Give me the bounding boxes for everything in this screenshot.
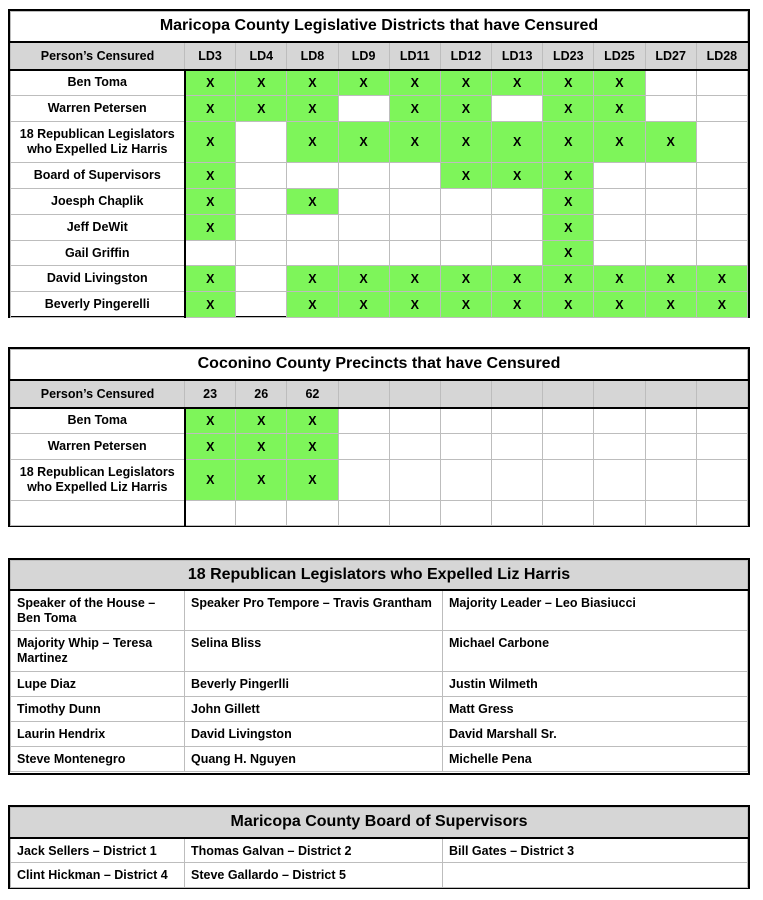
empty-cell bbox=[594, 163, 645, 189]
list-row bbox=[11, 672, 748, 697]
empty-cell bbox=[236, 501, 287, 526]
censure-mark: X bbox=[287, 292, 338, 318]
empty-cell bbox=[440, 189, 491, 215]
table-row bbox=[11, 434, 748, 460]
column-header: LD12 bbox=[440, 42, 491, 70]
censure-mark: X bbox=[287, 460, 338, 501]
empty-cell bbox=[389, 501, 440, 526]
empty-cell bbox=[389, 241, 440, 266]
empty-cell bbox=[287, 163, 338, 189]
censure-mark: X bbox=[389, 292, 440, 318]
empty-cell bbox=[645, 434, 696, 460]
member-name: Majority Leader – Leo Biasiucci bbox=[443, 590, 748, 631]
person-name: Ben Toma bbox=[11, 408, 185, 434]
column-header: 26 bbox=[236, 380, 287, 408]
list-row bbox=[11, 697, 748, 722]
censure-mark: X bbox=[389, 96, 440, 122]
censure-mark: X bbox=[185, 434, 236, 460]
table-row bbox=[11, 241, 748, 266]
empty-cell bbox=[645, 70, 696, 96]
empty-cell bbox=[440, 215, 491, 241]
censure-mark: X bbox=[287, 408, 338, 434]
empty-cell bbox=[338, 96, 389, 122]
table-row bbox=[11, 460, 748, 501]
empty-cell bbox=[645, 408, 696, 434]
member-name: Laurin Hendrix bbox=[11, 722, 185, 747]
person-name: Beverly Pingerelli bbox=[11, 292, 185, 318]
empty-cell bbox=[594, 434, 645, 460]
empty-cell bbox=[236, 241, 287, 266]
censure-mark: X bbox=[236, 460, 287, 501]
column-header-persons: Person’s Censured bbox=[11, 380, 185, 408]
list-row bbox=[11, 590, 748, 631]
column-header: 23 bbox=[185, 380, 236, 408]
censure-mark: X bbox=[185, 96, 236, 122]
supervisors-table bbox=[8, 805, 750, 889]
censure-mark: X bbox=[440, 122, 491, 163]
censure-mark: X bbox=[185, 215, 236, 241]
censure-mark: X bbox=[185, 122, 236, 163]
censure-mark: X bbox=[440, 292, 491, 318]
censure-mark: X bbox=[492, 266, 543, 292]
censure-mark: X bbox=[594, 266, 645, 292]
empty-cell bbox=[236, 122, 287, 163]
empty-cell bbox=[440, 408, 491, 434]
empty-cell bbox=[492, 189, 543, 215]
censure-mark: X bbox=[287, 266, 338, 292]
empty-cell bbox=[185, 501, 236, 526]
empty-cell bbox=[645, 460, 696, 501]
column-header bbox=[338, 380, 389, 408]
member-name: David Livingston bbox=[185, 722, 443, 747]
censure-mark: X bbox=[594, 122, 645, 163]
empty-cell bbox=[696, 163, 747, 189]
table-row bbox=[11, 501, 748, 526]
table-row bbox=[11, 122, 748, 163]
empty-cell bbox=[236, 266, 287, 292]
censure-mark: X bbox=[338, 70, 389, 96]
person-name: Jeff DeWit bbox=[11, 215, 185, 241]
empty-cell bbox=[440, 241, 491, 266]
column-header: LD27 bbox=[645, 42, 696, 70]
member-name: Timothy Dunn bbox=[11, 697, 185, 722]
member-name: Majority Whip – Teresa Martinez bbox=[11, 631, 185, 672]
member-name: Jack Sellers – District 1 bbox=[11, 838, 185, 863]
censure-mark: X bbox=[440, 96, 491, 122]
empty-cell bbox=[338, 408, 389, 434]
empty-cell bbox=[185, 241, 236, 266]
censure-mark: X bbox=[543, 266, 594, 292]
censure-mark: X bbox=[185, 460, 236, 501]
censure-mark: X bbox=[440, 70, 491, 96]
censure-mark: X bbox=[185, 266, 236, 292]
censure-mark: X bbox=[696, 266, 747, 292]
empty-cell bbox=[696, 70, 747, 96]
empty-cell bbox=[389, 408, 440, 434]
empty-cell bbox=[696, 215, 747, 241]
empty-cell bbox=[645, 189, 696, 215]
empty-cell bbox=[287, 215, 338, 241]
censure-mark: X bbox=[185, 70, 236, 96]
member-name: Speaker of the House – Ben Toma bbox=[11, 590, 185, 631]
censure-mark: X bbox=[389, 266, 440, 292]
censure-mark: X bbox=[645, 266, 696, 292]
empty-cell bbox=[594, 189, 645, 215]
member-name: Beverly Pingerlli bbox=[185, 672, 443, 697]
empty-cell bbox=[338, 163, 389, 189]
person-name bbox=[11, 501, 185, 526]
censure-mark: X bbox=[389, 122, 440, 163]
empty-cell bbox=[594, 241, 645, 266]
censure-mark: X bbox=[492, 122, 543, 163]
empty-cell bbox=[543, 434, 594, 460]
censure-mark: X bbox=[594, 70, 645, 96]
censure-mark: X bbox=[389, 70, 440, 96]
column-header: LD23 bbox=[543, 42, 594, 70]
member-name: Steve Montenegro bbox=[11, 747, 185, 772]
empty-cell bbox=[696, 460, 747, 501]
censure-mark: X bbox=[236, 434, 287, 460]
empty-cell bbox=[645, 501, 696, 526]
censure-mark: X bbox=[543, 189, 594, 215]
column-header bbox=[492, 380, 543, 408]
list-row bbox=[11, 631, 748, 672]
person-name: 18 Republican Legislators who Expelled Liz Harris bbox=[11, 460, 185, 501]
member-name: Quang H. Nguyen bbox=[185, 747, 443, 772]
censure-mark: X bbox=[185, 292, 236, 318]
table-row bbox=[11, 266, 748, 292]
member-name: Justin Wilmeth bbox=[443, 672, 748, 697]
empty-cell bbox=[492, 434, 543, 460]
censure-mark: X bbox=[185, 189, 236, 215]
supervisors-title: Maricopa County Board of Supervisors bbox=[11, 808, 748, 838]
legislators-title: 18 Republican Legislators who Expelled Liz Harris bbox=[11, 561, 748, 590]
member-name: Speaker Pro Tempore – Travis Grantham bbox=[185, 590, 443, 631]
empty-cell bbox=[492, 215, 543, 241]
empty-cell bbox=[594, 501, 645, 526]
column-header bbox=[645, 380, 696, 408]
column-header: LD28 bbox=[696, 42, 747, 70]
censure-mark: X bbox=[236, 70, 287, 96]
empty-cell bbox=[236, 215, 287, 241]
empty-cell bbox=[236, 292, 287, 318]
censure-mark: X bbox=[338, 292, 389, 318]
censure-mark: X bbox=[185, 408, 236, 434]
table-row bbox=[11, 96, 748, 122]
censure-mark: X bbox=[645, 292, 696, 318]
empty-cell bbox=[492, 408, 543, 434]
empty-cell bbox=[492, 501, 543, 526]
person-name: David Livingston bbox=[11, 266, 185, 292]
person-name: Board of Supervisors bbox=[11, 163, 185, 189]
table-row bbox=[11, 215, 748, 241]
maricopa-districts-table bbox=[8, 9, 750, 318]
column-header: LD3 bbox=[185, 42, 236, 70]
censure-mark: X bbox=[338, 266, 389, 292]
censure-mark: X bbox=[287, 122, 338, 163]
censure-mark: X bbox=[287, 434, 338, 460]
table-row bbox=[11, 292, 748, 318]
censure-mark: X bbox=[236, 96, 287, 122]
empty-cell bbox=[338, 434, 389, 460]
empty-cell bbox=[492, 96, 543, 122]
censure-mark: X bbox=[287, 189, 338, 215]
empty-cell bbox=[543, 460, 594, 501]
person-name: Warren Petersen bbox=[11, 96, 185, 122]
column-header: LD8 bbox=[287, 42, 338, 70]
censure-mark: X bbox=[543, 241, 594, 266]
coconino-precincts-table bbox=[8, 347, 750, 527]
column-header: 62 bbox=[287, 380, 338, 408]
censure-mark: X bbox=[492, 292, 543, 318]
member-name: Selina Bliss bbox=[185, 631, 443, 672]
column-header bbox=[594, 380, 645, 408]
empty-cell bbox=[236, 189, 287, 215]
list-row bbox=[11, 838, 748, 863]
censure-mark: X bbox=[287, 70, 338, 96]
table-row bbox=[11, 70, 748, 96]
empty-cell bbox=[543, 501, 594, 526]
empty-cell bbox=[696, 241, 747, 266]
person-name: Gail Griffin bbox=[11, 241, 185, 266]
empty-cell bbox=[645, 96, 696, 122]
member-name bbox=[443, 863, 748, 888]
member-name: Michael Carbone bbox=[443, 631, 748, 672]
censure-mark: X bbox=[594, 292, 645, 318]
censure-mark: X bbox=[492, 70, 543, 96]
empty-cell bbox=[696, 408, 747, 434]
empty-cell bbox=[389, 189, 440, 215]
coconino-precincts-title: Coconino County Precincts that have Censured bbox=[11, 350, 748, 380]
censure-mark: X bbox=[696, 292, 747, 318]
empty-cell bbox=[492, 460, 543, 501]
empty-cell bbox=[492, 241, 543, 266]
empty-cell bbox=[594, 215, 645, 241]
person-name: Joesph Chaplik bbox=[11, 189, 185, 215]
list-row bbox=[11, 747, 748, 772]
empty-cell bbox=[696, 501, 747, 526]
empty-cell bbox=[645, 241, 696, 266]
censure-mark: X bbox=[338, 122, 389, 163]
censure-mark: X bbox=[543, 163, 594, 189]
empty-cell bbox=[696, 122, 747, 163]
censure-mark: X bbox=[185, 163, 236, 189]
empty-cell bbox=[338, 460, 389, 501]
empty-cell bbox=[338, 215, 389, 241]
empty-cell bbox=[287, 501, 338, 526]
censure-mark: X bbox=[543, 96, 594, 122]
empty-cell bbox=[287, 241, 338, 266]
column-header-persons: Person’s Censured bbox=[11, 42, 185, 70]
empty-cell bbox=[389, 434, 440, 460]
list-row bbox=[11, 863, 748, 888]
column-header: LD13 bbox=[492, 42, 543, 70]
column-header: LD11 bbox=[389, 42, 440, 70]
member-name: Clint Hickman – District 4 bbox=[11, 863, 185, 888]
person-name: Ben Toma bbox=[11, 70, 185, 96]
table-row bbox=[11, 163, 748, 189]
column-header bbox=[389, 380, 440, 408]
censure-mark: X bbox=[492, 163, 543, 189]
empty-cell bbox=[338, 501, 389, 526]
empty-cell bbox=[594, 460, 645, 501]
column-header: LD9 bbox=[338, 42, 389, 70]
empty-cell bbox=[645, 215, 696, 241]
legislators-table bbox=[8, 558, 750, 775]
column-header bbox=[440, 380, 491, 408]
censure-mark: X bbox=[287, 96, 338, 122]
member-name: Steve Gallardo – District 5 bbox=[185, 863, 443, 888]
empty-cell bbox=[696, 96, 747, 122]
column-header: LD25 bbox=[594, 42, 645, 70]
member-name: Matt Gress bbox=[443, 697, 748, 722]
empty-cell bbox=[645, 163, 696, 189]
empty-cell bbox=[696, 434, 747, 460]
column-header: LD4 bbox=[236, 42, 287, 70]
empty-cell bbox=[696, 189, 747, 215]
member-name: Michelle Pena bbox=[443, 747, 748, 772]
empty-cell bbox=[440, 460, 491, 501]
header-row bbox=[11, 380, 748, 408]
censure-mark: X bbox=[543, 122, 594, 163]
empty-cell bbox=[338, 241, 389, 266]
empty-cell bbox=[389, 460, 440, 501]
censure-mark: X bbox=[543, 215, 594, 241]
column-header bbox=[543, 380, 594, 408]
empty-cell bbox=[440, 434, 491, 460]
header-row bbox=[11, 42, 748, 70]
censure-mark: X bbox=[543, 70, 594, 96]
empty-cell bbox=[594, 408, 645, 434]
member-name: Thomas Galvan – District 2 bbox=[185, 838, 443, 863]
empty-cell bbox=[389, 163, 440, 189]
person-name: 18 Republican Legislators who Expelled Liz Harris bbox=[11, 122, 185, 163]
member-name: John Gillett bbox=[185, 697, 443, 722]
table-row bbox=[11, 408, 748, 434]
empty-cell bbox=[440, 501, 491, 526]
censure-mark: X bbox=[645, 122, 696, 163]
list-row bbox=[11, 722, 748, 747]
member-name: Lupe Diaz bbox=[11, 672, 185, 697]
maricopa-districts-title: Maricopa County Legislative Districts that have Censured bbox=[11, 12, 748, 42]
empty-cell bbox=[543, 408, 594, 434]
member-name: Bill Gates – District 3 bbox=[443, 838, 748, 863]
censure-mark: X bbox=[440, 163, 491, 189]
censure-mark: X bbox=[236, 408, 287, 434]
censure-mark: X bbox=[440, 266, 491, 292]
censure-mark: X bbox=[543, 292, 594, 318]
censure-mark: X bbox=[594, 96, 645, 122]
empty-cell bbox=[236, 163, 287, 189]
empty-cell bbox=[338, 189, 389, 215]
empty-cell bbox=[389, 215, 440, 241]
person-name: Warren Petersen bbox=[11, 434, 185, 460]
table-row bbox=[11, 189, 748, 215]
column-header bbox=[696, 380, 747, 408]
member-name: David Marshall Sr. bbox=[443, 722, 748, 747]
